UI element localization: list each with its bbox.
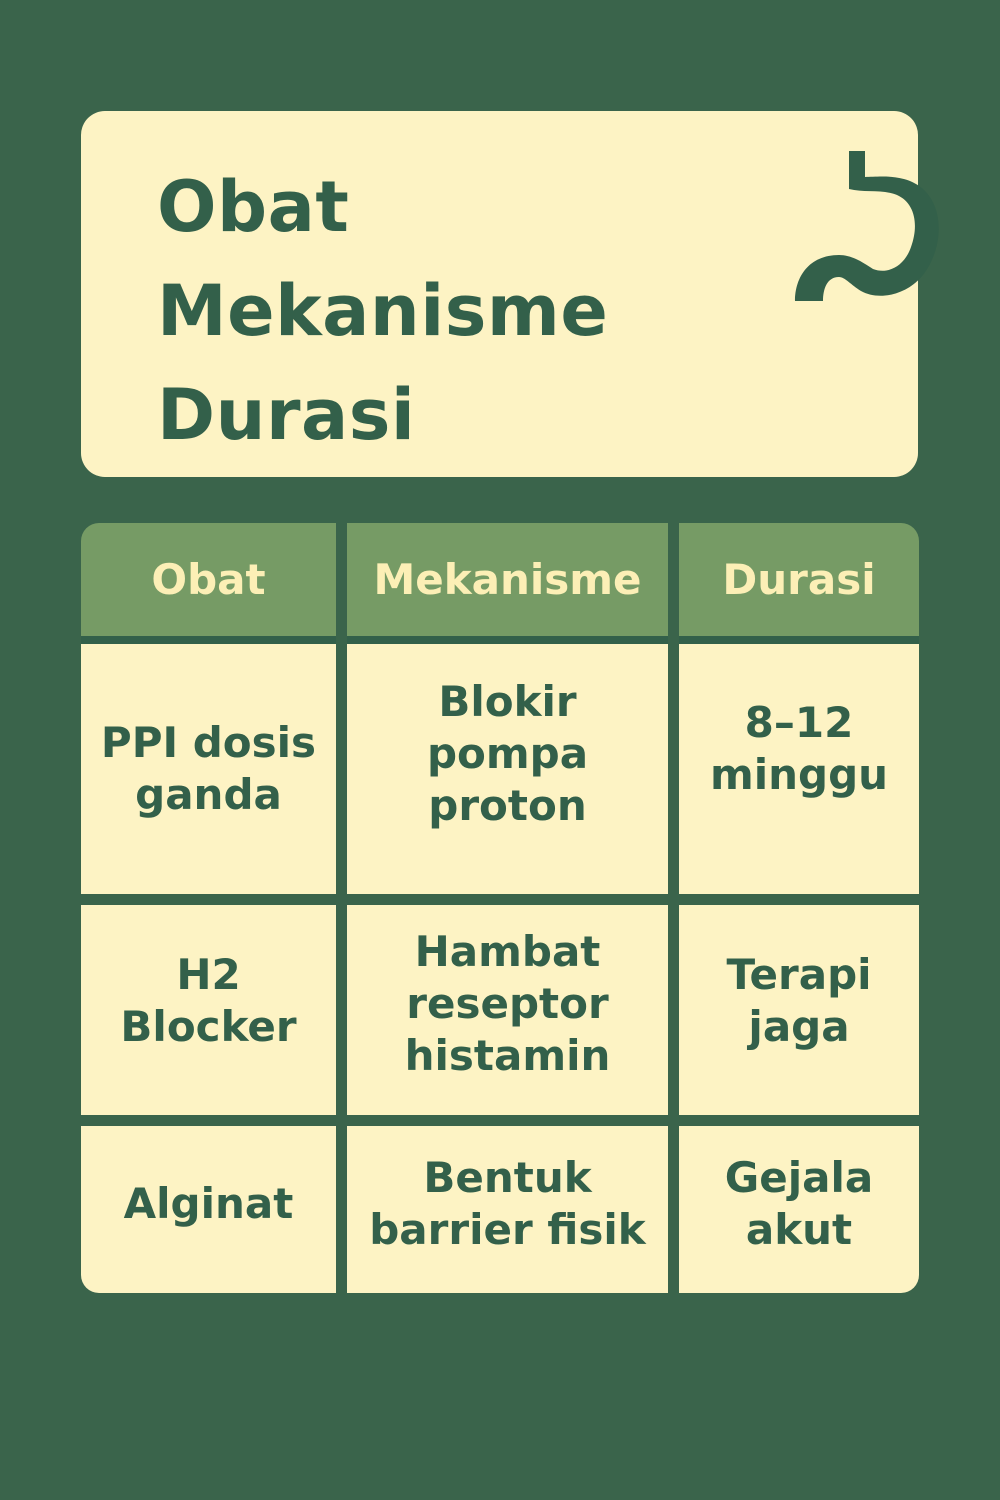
table-cell-durasi: Terapi jaga bbox=[679, 905, 919, 1115]
title-line-durasi: Durasi bbox=[157, 374, 416, 456]
title-line-obat: Obat bbox=[157, 166, 350, 248]
page-title bbox=[157, 155, 608, 467]
table-cell-obat: PPI dosis ganda bbox=[81, 644, 336, 894]
table-cell-durasi: 8–12 minggu bbox=[679, 644, 919, 894]
table-cell-mekanisme: Hambat reseptor histamin bbox=[347, 905, 668, 1115]
column-header-mekanisme: Mekanisme bbox=[347, 523, 668, 644]
table-cell-mekanisme: Bentuk barrier fisik bbox=[347, 1126, 668, 1293]
table-cell-obat: H2 Blocker bbox=[81, 905, 336, 1115]
table-cell-mekanisme: Blokir pompa proton bbox=[347, 644, 668, 894]
table-cell-durasi: Gejala akut bbox=[679, 1126, 919, 1293]
column-header-durasi: Durasi bbox=[679, 523, 919, 644]
column-header-obat: Obat bbox=[81, 523, 336, 644]
table-cell-obat: Alginat bbox=[81, 1126, 336, 1293]
medication-table bbox=[81, 523, 919, 1293]
title-line-mekanisme: Mekanisme bbox=[157, 270, 609, 352]
title-card bbox=[81, 111, 918, 477]
stomach-icon bbox=[781, 143, 951, 313]
